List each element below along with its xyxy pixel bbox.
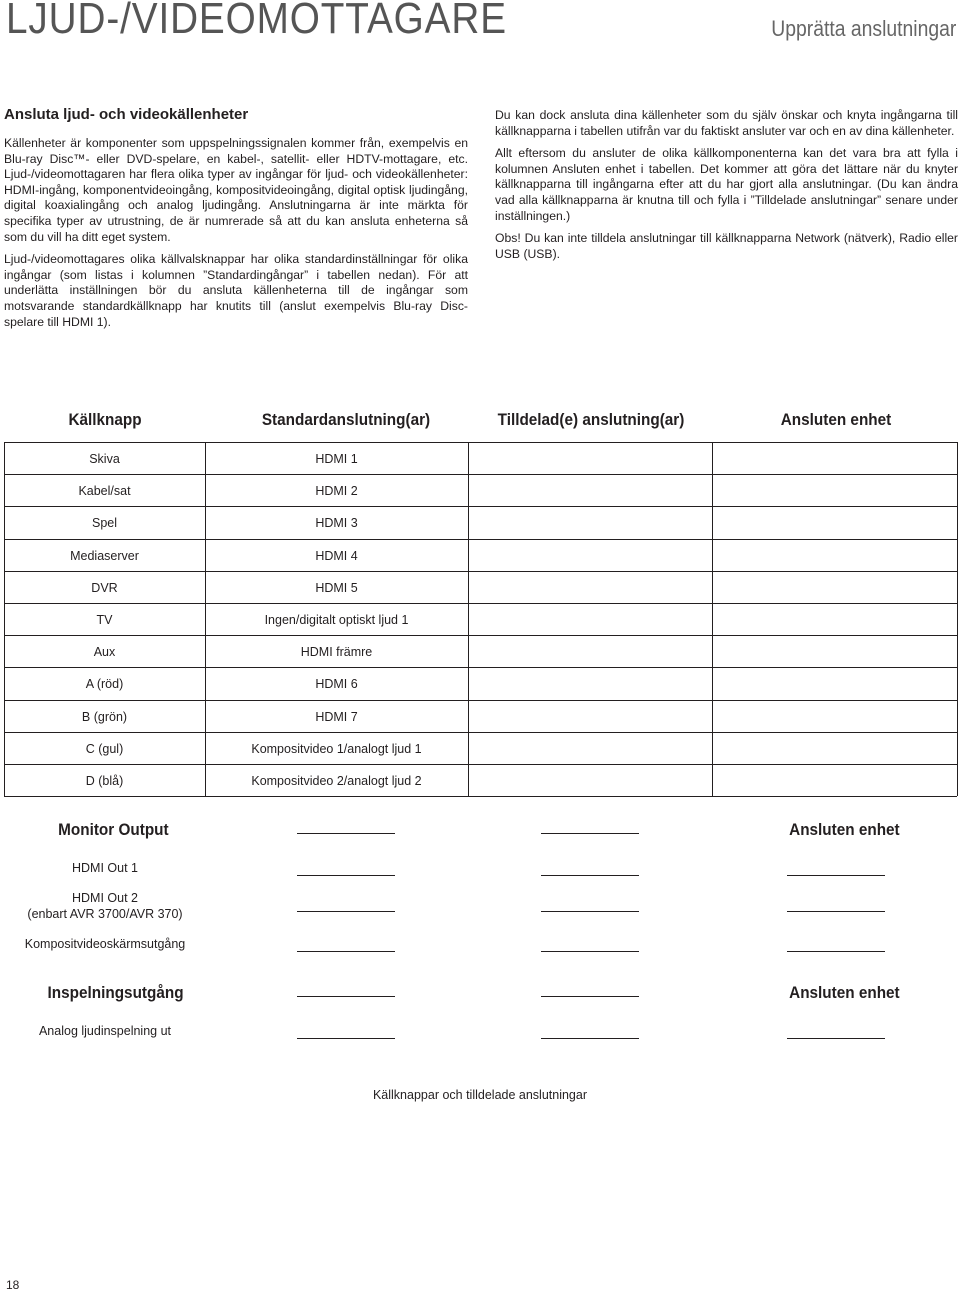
default-connection-cell: HDMI 2: [315, 484, 358, 498]
table-header-assigned: Tilldelad(e) anslutning(ar): [497, 410, 685, 429]
blank-line: [297, 951, 395, 952]
source-cell: Aux: [93, 645, 116, 659]
blank-line: [541, 833, 639, 834]
default-connection-cell: HDMI 7: [315, 710, 358, 724]
page-number: 18: [6, 1278, 20, 1292]
record-item: Analog ljudinspelning ut: [38, 1024, 172, 1038]
left-column: [4, 136, 468, 337]
blank-line: [541, 1038, 639, 1039]
row-divider: [4, 796, 957, 797]
paragraph: Ljud-/videomottagares olika källvalsknappar har olika standardinställningar för olika ingångar (som listas i kolumnen ”Standardingångar” i tabellen nedan). För att underlätta inställningen bör du ansluta källenheterna till de ingångar som motsvarande standardkällknapp har knutits till (anslut exempelvis Blu-ray Disc-spelare till HDMI 1).: [4, 252, 468, 329]
source-cell: B (grön): [81, 710, 128, 724]
blank-line: [787, 875, 885, 876]
blank-line: [297, 996, 395, 997]
default-connection-cell: HDMI 3: [315, 516, 358, 530]
default-connection-cell: HDMI 1: [315, 452, 358, 466]
monitor-item: HDMI Out 2 (enbart AVR 3700/AVR 370): [27, 891, 183, 921]
monitor-heading: Monitor Output: [58, 820, 169, 839]
column-divider: [957, 442, 958, 796]
blank-line: [541, 911, 639, 912]
right-column: [495, 108, 958, 269]
table-caption: Källknappar och tilldelade anslutningar: [372, 1088, 588, 1102]
monitor-item: Kompositvideoskärmsutgång: [24, 937, 186, 951]
section-title: Upprätta anslutningar: [770, 16, 956, 41]
source-cell: Mediaserver: [70, 549, 139, 563]
page-title: LJUD-/VIDEOMOTTAGARE: [6, 0, 507, 43]
source-cell: D (blå): [85, 774, 124, 788]
record-device-heading: Ansluten enhet: [789, 983, 900, 1002]
source-cell: C (gul): [85, 742, 124, 756]
paragraph: Obs! Du kan inte tilldela anslutningar till källknapparna Network (nätverk), Radio eller USB (USB).: [495, 231, 958, 261]
paragraph: Allt eftersom du ansluter de olika källkomponenterna kan det vara bra att fylla i kolumnen Ansluten enhet i tabellen. Det kommer att göra det lättare när du knyter källknapparna till ingångarna efter att du har gjort alla anslutningar. (Du kan ändra vad alla källknapparna är knutna till och fylla i ”Tilldelade anslutningar” senare under inställningen.): [495, 146, 958, 223]
source-cell: A (röd): [85, 677, 124, 691]
source-cell: Kabel/sat: [78, 484, 131, 498]
monitor-item: HDMI Out 1: [72, 861, 138, 875]
default-connection-cell: Ingen/digitalt optiskt ljud 1: [264, 613, 409, 627]
default-connection-cell: Kompositvideo 2/analogt ljud 2: [251, 774, 422, 788]
default-connection-cell: HDMI 5: [315, 581, 358, 595]
source-cell: Skiva: [89, 452, 120, 466]
blank-line: [787, 1038, 885, 1039]
source-cell: TV: [96, 613, 113, 627]
blank-line: [541, 996, 639, 997]
blank-line: [297, 911, 395, 912]
blank-line: [541, 951, 639, 952]
default-connection-cell: HDMI 4: [315, 549, 358, 563]
default-connection-cell: HDMI 6: [315, 677, 358, 691]
paragraph: Källenheter är komponenter som uppspelningssignalen kommer från, exempelvis en Blu-ray Disc™- eller DVD-spelare, en kabel-, satellit- eller HDTV-mottagare, etc. Ljud-/videomottagaren har flera olika typer av ingångar för ljud- och videokällenheter: HDMI-ingång, komponentvideoingång, kompositvideoingång, digital optisk ljudingång, digital koaxialingång och analog ljudingång. Anslutningarna är inte märkta för specifika typer av utrustning, de är numrerade så att du kan ansluta enheterna så som du vill ha ditt eget system.: [4, 136, 468, 244]
default-connection-cell: Kompositvideo 1/analogt ljud 1: [251, 742, 422, 756]
source-cell: Spel: [91, 516, 118, 530]
blank-line: [787, 951, 885, 952]
section-heading: Ansluta ljud- och videokällenheter: [4, 106, 249, 123]
blank-line: [297, 1038, 395, 1039]
table-header-source: Källknapp: [68, 410, 142, 429]
blank-line: [541, 875, 639, 876]
blank-line: [787, 911, 885, 912]
record-heading: Inspelningsutgång: [47, 983, 184, 1002]
table-header-default: Standardanslutning(ar): [261, 410, 431, 429]
blank-line: [297, 833, 395, 834]
blank-line: [297, 875, 395, 876]
source-cell: DVR: [91, 581, 118, 595]
default-connection-cell: HDMI främre: [300, 645, 373, 659]
paragraph: Du kan dock ansluta dina källenheter som du själv önskar och knyta ingångarna till källknapparna i tabellen utifrån var du faktiskt ansluter var och en av dina källenheter.: [495, 108, 958, 138]
monitor-device-heading: Ansluten enhet: [789, 820, 900, 839]
table-header-device: Ansluten enhet: [780, 410, 892, 429]
